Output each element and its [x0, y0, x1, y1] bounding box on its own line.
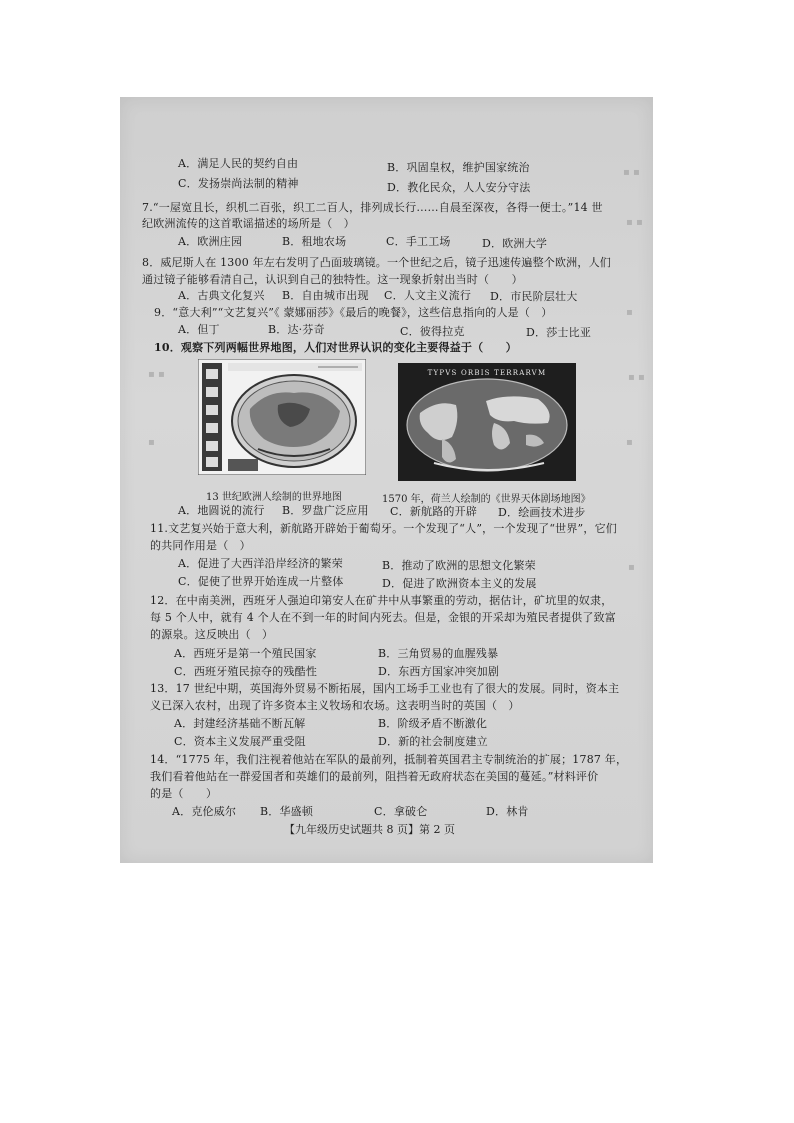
q14-option-b: B．华盛顿	[260, 805, 314, 818]
q13-option-d: D．新的社会制度建立	[378, 735, 488, 748]
q10-option-a: A．地圆说的流行	[178, 504, 265, 517]
ortelius-world-map-image	[398, 363, 576, 481]
q7-option-b: B．租地农场	[282, 235, 347, 248]
q6-option-b: B．巩固皇权，维护国家统治	[387, 161, 530, 174]
q11-stem-line2: 的共同作用是（ ）	[150, 539, 251, 552]
q13-option-c: C．资本主义发展严重受阻	[174, 735, 306, 748]
q7-stem-line1: 7.“一屋宽且长，织机二百张，织工二百人，排列成长行……自晨至深夜，各得一便士。”14 世	[142, 201, 603, 214]
bleed-through-text: ▪ ▪	[626, 217, 643, 228]
q12-option-b: B．三角贸易的血腥残暴	[378, 647, 499, 660]
q13-stem-line2: 义已深入农村，出现了许多资本主义牧场和农场。这表明当时的英国（ ）	[150, 699, 520, 712]
q6-option-d: D．教化民众，人人安分守法	[387, 181, 531, 194]
q10-option-d: D．绘画技术进步	[498, 506, 586, 519]
q11-option-a: A．促进了大西洋沿岸经济的繁荣	[178, 557, 343, 570]
q9-option-b: B．达·芬奇	[268, 323, 325, 336]
bleed-through-text: ▪	[626, 307, 633, 318]
q14-stem-line3: 的是（ ）	[150, 787, 218, 800]
q7-option-d: D．欧洲大学	[482, 237, 548, 250]
q8-stem-line1: 8．威尼斯人在 1300 年左右发明了凸面玻璃镜。一个世纪之后，镜子迅速传遍整个欧洲，人们	[142, 256, 611, 269]
q11-stem-line1: 11.文艺复兴始于意大利，新航路开辟始于葡萄牙。一个发现了“人”，一个发现了“世界”，它们	[150, 522, 617, 535]
q14-stem-line1: 14．“1775 年，我们注视着他站在军队的最前列，抵制着英国君主专制统治的扩展；1787 年，	[150, 753, 628, 766]
map2-caption: 1570 年，荷兰人绘制的《世界天体剧场地图》	[382, 494, 591, 505]
q13-option-a: A．封建经济基础不断瓦解	[174, 717, 306, 730]
q14-option-c: C．拿破仑	[374, 805, 428, 818]
bleed-through-text: ▪	[148, 437, 155, 448]
q10-stem: 10．观察下列两幅世界地图，人们对世界认识的变化主要得益于（ ）	[154, 341, 517, 354]
q9-option-c: C．彼得拉克	[400, 325, 465, 338]
q12-stem-line2: 每 5 个人中，就有 4 个人在不到一年的时间内死去。但是，金银的开采却为殖民者提供了致富	[150, 611, 616, 624]
q8-stem-line2: 通过镜子能够看清自己，认识到自己的独特性。这一现象折射出当时（ ）	[142, 273, 523, 286]
q14-option-a: A．克伦威尔	[172, 805, 237, 818]
q6-option-a: A．满足人民的契约自由	[178, 157, 299, 170]
q13-stem-line1: 13．17 世纪中期，英国海外贸易不断拓展，国内工场手工业也有了很大的发展。同时，资本主	[150, 682, 620, 695]
q11-option-b: B．推动了欧洲的思想文化繁荣	[382, 559, 536, 572]
q12-option-d: D．东西方国家冲突加剧	[378, 665, 500, 678]
q9-option-a: A．但丁	[178, 323, 220, 336]
q10-option-b: B．罗盘广泛应用	[282, 504, 369, 517]
q9-option-d: D．莎士比亚	[526, 326, 592, 339]
bleed-through-text: ▪ ▪	[623, 167, 640, 178]
q9-stem: 9．“意大利”“文艺复兴”《 蒙娜丽莎》《最后的晚餐》，这些信息指向的人是（ ）	[154, 306, 553, 319]
bleed-through-text: ▪	[626, 437, 633, 448]
q11-option-c: C．促使了世界开始连成一片整体	[178, 575, 344, 588]
q8-option-d: D．市民阶层壮大	[490, 290, 578, 303]
bleed-through-text: ▪ ▪	[148, 369, 165, 380]
medieval-world-map-image	[198, 359, 366, 475]
page-footer: 【九年级历史试题共 8 页】第 2 页	[284, 823, 455, 836]
q8-option-a: A．古典文化复兴	[178, 289, 265, 302]
q6-option-c: C．发扬崇尚法制的精神	[178, 177, 299, 190]
q12-stem-line3: 的源泉。这反映出（ ）	[150, 628, 274, 641]
q7-option-c: C．手工工场	[386, 235, 451, 248]
q7-option-a: A．欧洲庄园	[178, 235, 243, 248]
exam-sheet-photo	[120, 97, 653, 863]
q12-stem-line1: 12．在中南美洲，西班牙人强迫印第安人在矿井中从事繁重的劳动，据估计，矿坑里的奴隶，	[150, 594, 613, 607]
q10-option-c: C．新航路的开辟	[390, 505, 478, 518]
map1-caption: 13 世纪欧洲人绘制的世界地图	[206, 492, 342, 503]
bleed-through-text: ▪	[628, 562, 635, 573]
q12-option-c: C．西班牙殖民掠夺的残酷性	[174, 665, 318, 678]
q12-option-a: A．西班牙是第一个殖民国家	[174, 647, 317, 660]
q14-stem-line2: 我们看着他站在一群爱国者和英雄们的最前列，阻挡着无政府状态在美国的蔓延。”材料评价	[150, 770, 599, 783]
bleed-through-text: ▪ ▪	[628, 372, 645, 383]
q13-option-b: B．阶级矛盾不断激化	[378, 717, 488, 730]
q7-stem-line2: 纪欧洲流传的这首歌谣描述的场所是（ ）	[142, 217, 355, 230]
q8-option-c: C．人文主义流行	[384, 289, 472, 302]
q14-option-d: D．林肯	[486, 805, 529, 818]
q11-option-d: D．促进了欧洲资本主义的发展	[382, 577, 537, 590]
q8-option-b: B．自由城市出现	[282, 289, 369, 302]
map2-banner-text: TYPVS ORBIS TERRARVM	[427, 369, 547, 377]
